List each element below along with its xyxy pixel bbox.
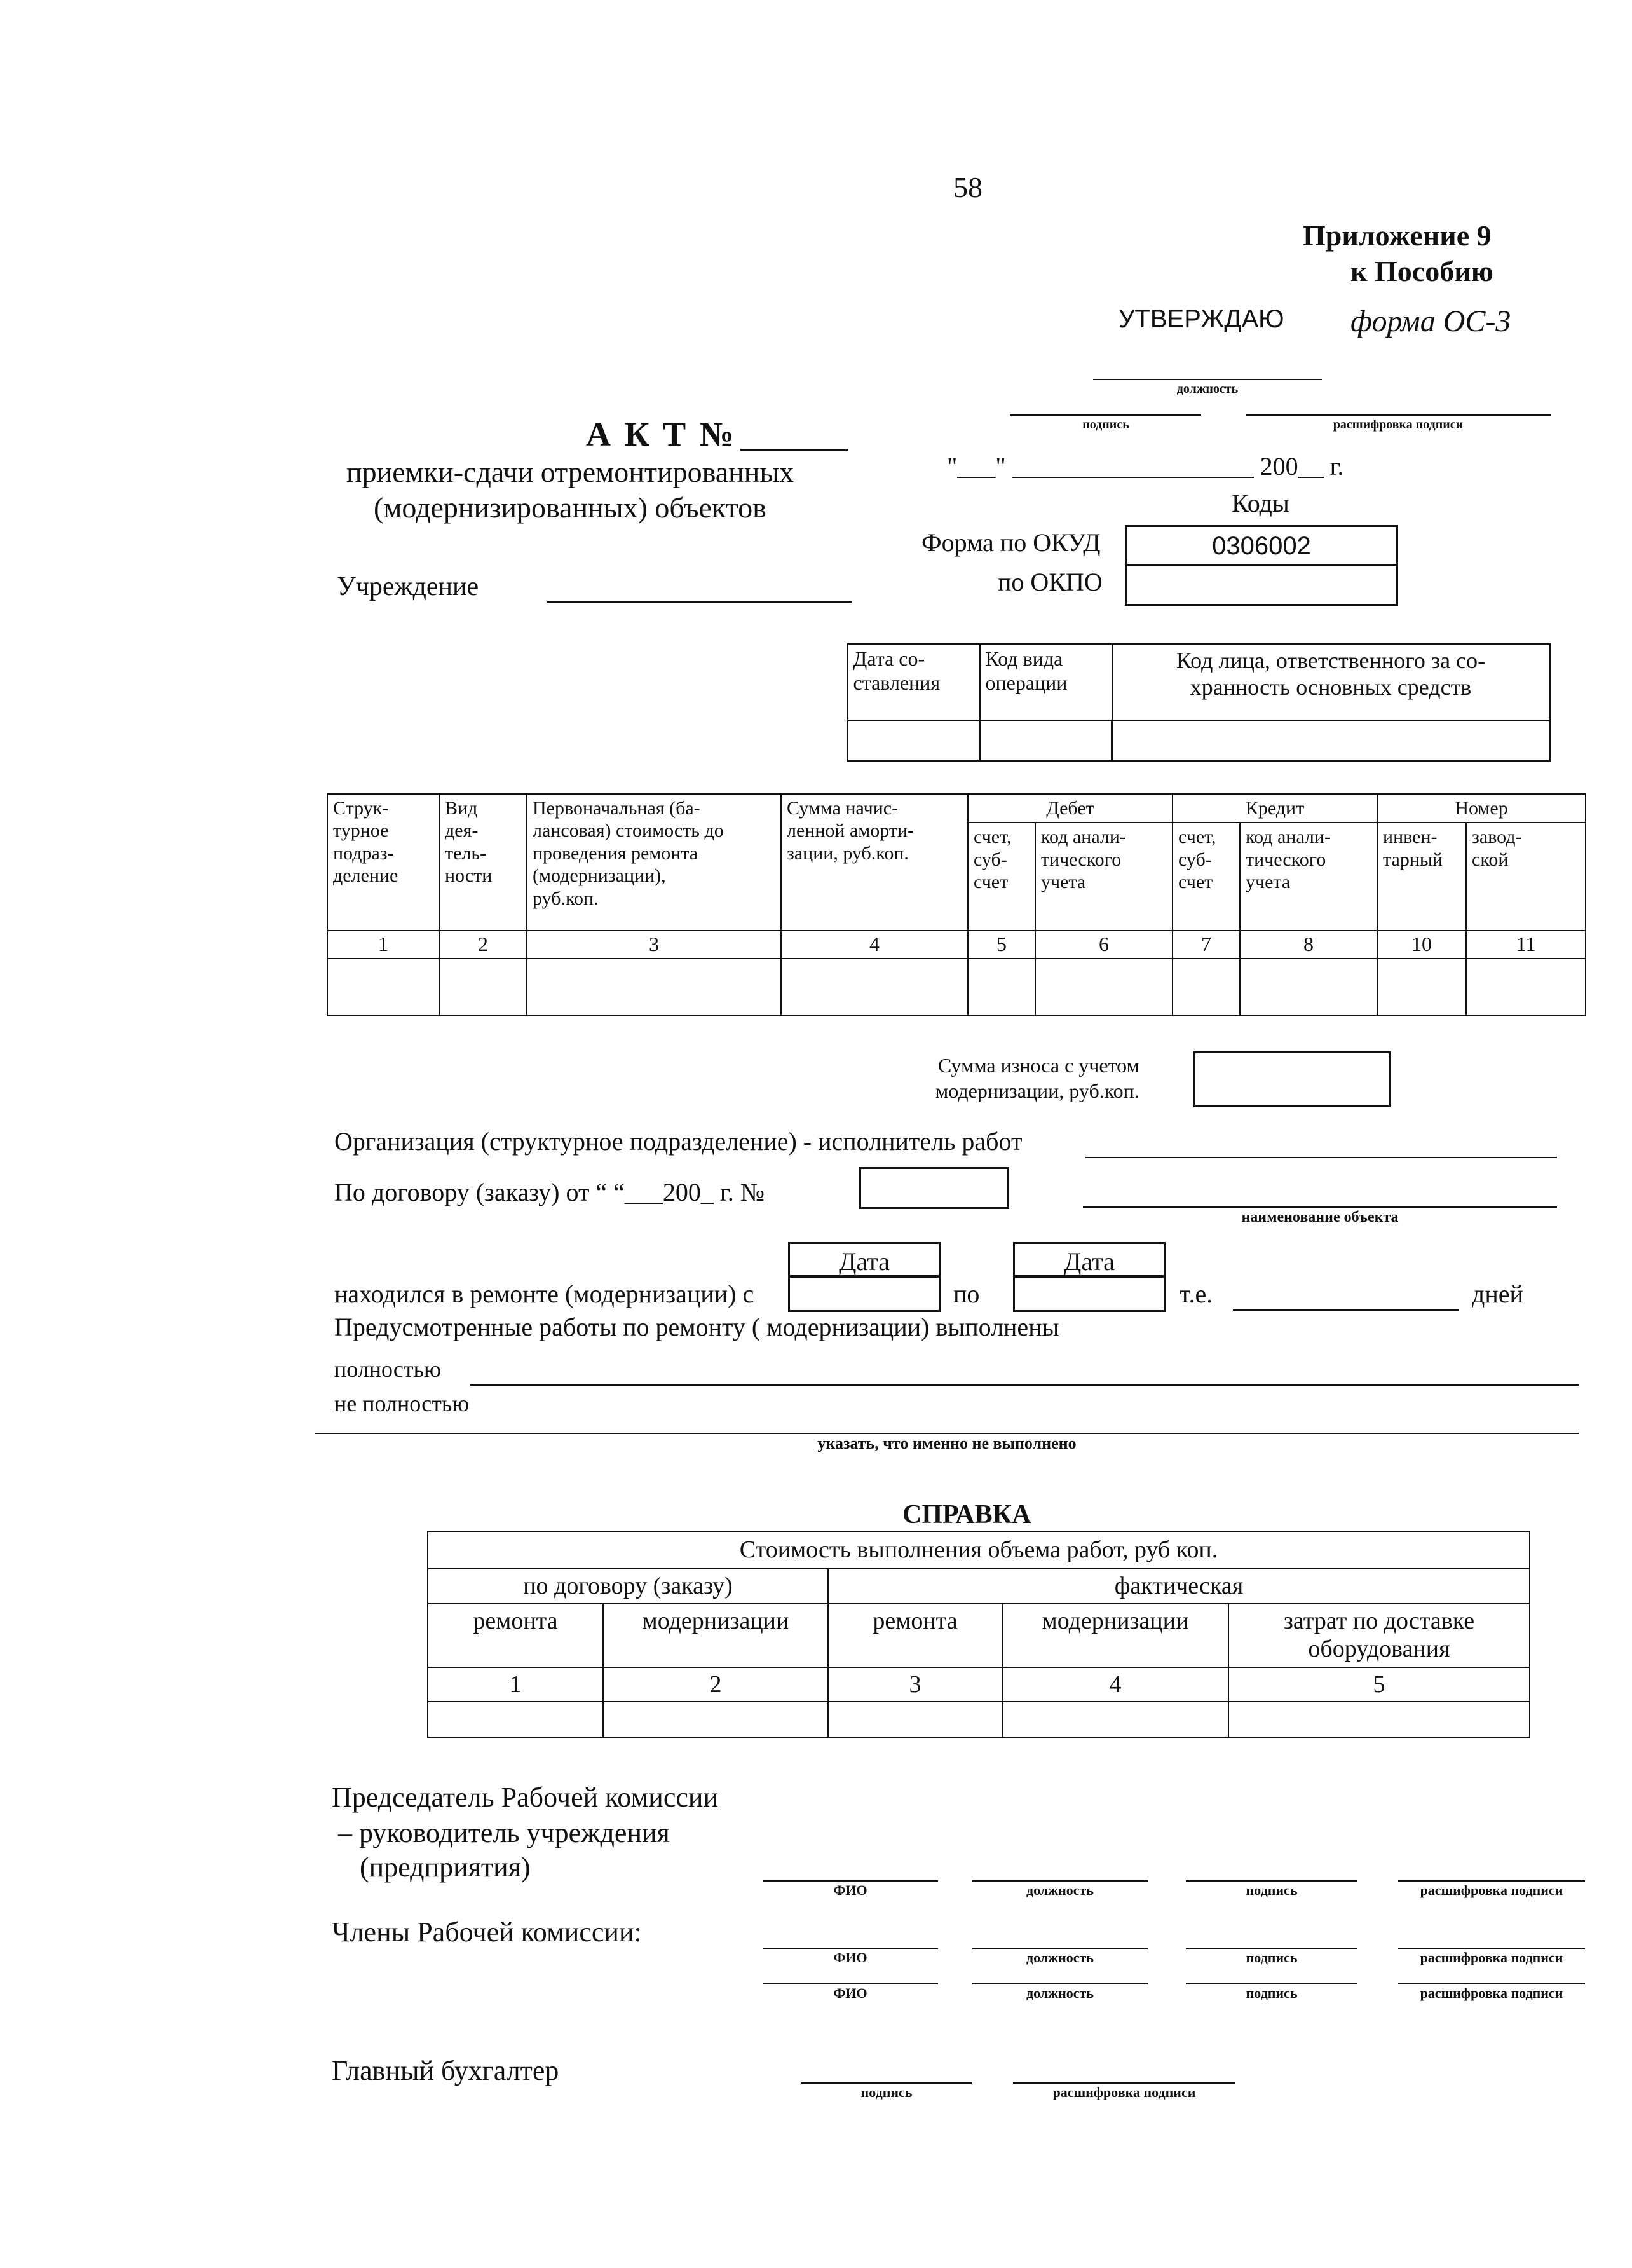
position-caption: должность (1176, 382, 1239, 396)
header-debit-code: код анали- тического учета (1035, 823, 1173, 931)
responsibility-table (847, 643, 1551, 762)
col-modernization: модернизации (603, 1604, 828, 1667)
data-cell[interactable] (781, 959, 968, 1016)
member1-position-caption: должность (1026, 1950, 1094, 1965)
col-delivery: затрат по доставке оборудования (1228, 1604, 1530, 1667)
member1-signature-line (1186, 1948, 1357, 1949)
object-line (1083, 1206, 1557, 1208)
cell-operation[interactable] (980, 720, 1112, 761)
okud-label: Форма по ОКУД (921, 528, 1101, 557)
header-activity: Вид дея- тель- ности (439, 794, 527, 931)
decoding-caption: расшифровка подписи (1333, 418, 1464, 432)
reference-title: СПРАВКА (902, 1500, 1031, 1529)
cell-responsible[interactable] (1112, 720, 1550, 761)
header-debit-account: счет, суб- счет (968, 823, 1035, 931)
chief-accountant-label: Главный бухгалтер (332, 2055, 559, 2086)
chair-fio-line (763, 1880, 938, 1882)
days-line (1233, 1309, 1459, 1311)
signature-caption: подпись (1082, 418, 1129, 432)
header-number: Номер (1377, 794, 1586, 823)
act-number-line (740, 449, 848, 451)
chair-signature-line (1186, 1880, 1357, 1882)
member2-decoding-line (1398, 1983, 1585, 1984)
contract-line: По договору (заказу) от “ “___200_ г. № (334, 1178, 765, 1206)
col-num: 8 (1240, 931, 1377, 959)
approve-date: "___" ___________________ 200__ г. (947, 452, 1344, 481)
date-from-label: Дата (839, 1247, 890, 1276)
chair-decoding-line (1398, 1880, 1585, 1882)
object-caption: наименование объекта (1241, 1209, 1399, 1226)
ref-col-num: 4 (1002, 1667, 1228, 1702)
date-from-box[interactable] (788, 1275, 941, 1312)
act-title: А К Т № (586, 415, 737, 453)
appendix-line2: к Пособию (1350, 255, 1493, 287)
header-credit: Кредит (1173, 794, 1377, 823)
wear-box[interactable] (1193, 1051, 1391, 1107)
chair-decoding-caption: расшифровка подписи (1420, 1882, 1563, 1898)
okpo-box[interactable] (1125, 564, 1398, 606)
col-num: 2 (439, 931, 527, 959)
col-modernization-actual: модернизации (1002, 1604, 1228, 1667)
chair-line1: Председатель Рабочей комиссии (332, 1782, 718, 1813)
member2-signature-line (1186, 1983, 1357, 1984)
header-debit: Дебет (968, 794, 1173, 823)
fully-line (470, 1384, 1579, 1386)
accountant-decoding-line (1013, 2082, 1235, 2084)
data-cell[interactable] (1240, 959, 1377, 1016)
ref-data-cell[interactable] (1002, 1702, 1228, 1737)
col-num: 1 (327, 931, 439, 959)
chair-fio-caption: ФИО (833, 1882, 867, 1898)
position-line (1093, 379, 1322, 380)
col-repair-actual: ремонта (828, 1604, 1002, 1667)
header-credit-code: код анали- тического учета (1240, 823, 1377, 931)
date-from-header (788, 1242, 941, 1278)
data-cell[interactable] (527, 959, 781, 1016)
col-num: 10 (1377, 931, 1466, 959)
header-structure: Струк- турное подраз- деление (327, 794, 439, 931)
approve-label: УТВЕРЖДАЮ (1119, 305, 1284, 333)
data-cell[interactable] (1466, 959, 1586, 1016)
okud-value: 0306002 (1212, 532, 1311, 560)
main-table (327, 793, 1586, 1016)
col-num: 11 (1466, 931, 1586, 959)
header-initial-cost: Первоначальная (ба- лансовая) стоимость до проведения ремонта (модернизации), руб.коп. (527, 794, 781, 931)
org-fill-line (1085, 1157, 1557, 1158)
chair-position-line (972, 1880, 1148, 1882)
header-inventory: инвен- тарный (1377, 823, 1466, 931)
ref-data-cell[interactable] (828, 1702, 1002, 1737)
cost-header: Стоимость выполнения объема работ, руб коп. (428, 1531, 1530, 1569)
data-cell[interactable] (439, 959, 527, 1016)
act-subtitle-1: приемки-сдачи отремонтированных (346, 456, 794, 488)
col-responsible-header: Код лица, ответственного за со- хранность основных средств (1112, 644, 1550, 720)
cell-date[interactable] (848, 720, 980, 761)
repair-ie: т.е. (1180, 1280, 1213, 1308)
institution-line (547, 601, 852, 603)
header-amortization: Сумма начис- ленной аморти- зации, руб.коп. (781, 794, 968, 931)
ref-col-num: 1 (428, 1667, 603, 1702)
date-to-label: Дата (1064, 1247, 1115, 1276)
data-cell[interactable] (968, 959, 1035, 1016)
reference-table (427, 1531, 1530, 1738)
members-label: Члены Рабочей комиссии: (332, 1916, 642, 1948)
fully-label: полностью (334, 1356, 441, 1382)
member1-decoding-caption: расшифровка подписи (1420, 1950, 1563, 1965)
member1-position-line (972, 1948, 1148, 1949)
ref-col-num: 5 (1228, 1667, 1530, 1702)
okpo-label: по ОКПО (998, 568, 1103, 596)
data-cell[interactable] (1173, 959, 1240, 1016)
col-date-header: Дата со- ставления (848, 644, 980, 720)
chair-signature-caption: подпись (1246, 1882, 1298, 1898)
ref-data-cell[interactable] (1228, 1702, 1530, 1737)
by-contract-header: по договору (заказу) (428, 1569, 828, 1604)
header-factory: завод- ской (1466, 823, 1586, 931)
ref-col-num: 2 (603, 1667, 828, 1702)
col-num: 6 (1035, 931, 1173, 959)
member2-decoding-caption: расшифровка подписи (1420, 1985, 1563, 2001)
member2-position-caption: должность (1026, 1985, 1094, 2001)
not-done-caption: указать, что именно не выполнено (817, 1434, 1077, 1452)
data-cell[interactable] (327, 959, 439, 1016)
date-to-box[interactable] (1013, 1275, 1166, 1312)
act-subtitle-2: (модернизированных) объектов (374, 491, 766, 524)
works-line: Предусмотренные работы по ремонту ( модернизации) выполнены (334, 1313, 1059, 1341)
member1-decoding-line (1398, 1948, 1585, 1949)
ref-data-cell[interactable] (603, 1702, 828, 1737)
chair-position-caption: должность (1026, 1882, 1094, 1898)
data-cell[interactable] (1377, 959, 1466, 1016)
member1-signature-caption: подпись (1246, 1950, 1298, 1965)
contract-number-box[interactable] (859, 1167, 1009, 1209)
data-cell[interactable] (1035, 959, 1173, 1016)
not-fully-label: не полностью (334, 1391, 470, 1416)
member1-fio-caption: ФИО (833, 1950, 867, 1965)
org-line: Организация (структурное подразделение) - исполнитель работ (334, 1127, 1023, 1156)
accountant-decoding-caption: расшифровка подписи (1052, 2084, 1196, 2100)
wear-label: Сумма износа с учетом модернизации, руб.коп. (935, 1054, 1139, 1102)
member2-fio-caption: ФИО (833, 1985, 867, 2001)
actual-header: фактическая (828, 1569, 1530, 1604)
repair-prefix: находился в ремонте (модернизации) с (334, 1280, 754, 1308)
page-number: 58 (953, 171, 983, 203)
repair-by: по (953, 1280, 980, 1308)
col-num: 4 (781, 931, 968, 959)
col-num: 5 (968, 931, 1035, 959)
signature-line (1010, 414, 1201, 416)
accountant-signature-line (801, 2082, 972, 2084)
col-num: 7 (1173, 931, 1240, 959)
repair-days: дней (1472, 1280, 1523, 1308)
date-to-header (1013, 1242, 1166, 1278)
decoding-line (1246, 414, 1551, 416)
form-code: форма ОС-3 (1350, 304, 1511, 338)
institution-label: Учреждение (337, 572, 479, 601)
chair-line3: (предприятия) (360, 1852, 531, 1883)
okud-box (1125, 525, 1398, 566)
chair-line2: – руководитель учреждения (338, 1817, 670, 1848)
col-num: 3 (527, 931, 781, 959)
appendix-line1: Приложение 9 (1303, 219, 1492, 252)
col-operation-header: Код вида операции (980, 644, 1112, 720)
ref-data-cell[interactable] (428, 1702, 603, 1737)
member2-fio-line (763, 1983, 938, 1984)
member2-signature-caption: подпись (1246, 1985, 1298, 2001)
accountant-signature-caption: подпись (860, 2084, 913, 2100)
member2-position-line (972, 1983, 1148, 1984)
header-credit-account: счет, суб- счет (1173, 823, 1240, 931)
codes-header: Коды (1232, 489, 1289, 517)
ref-col-num: 3 (828, 1667, 1002, 1702)
member1-fio-line (763, 1948, 938, 1949)
col-repair: ремонта (428, 1604, 603, 1667)
